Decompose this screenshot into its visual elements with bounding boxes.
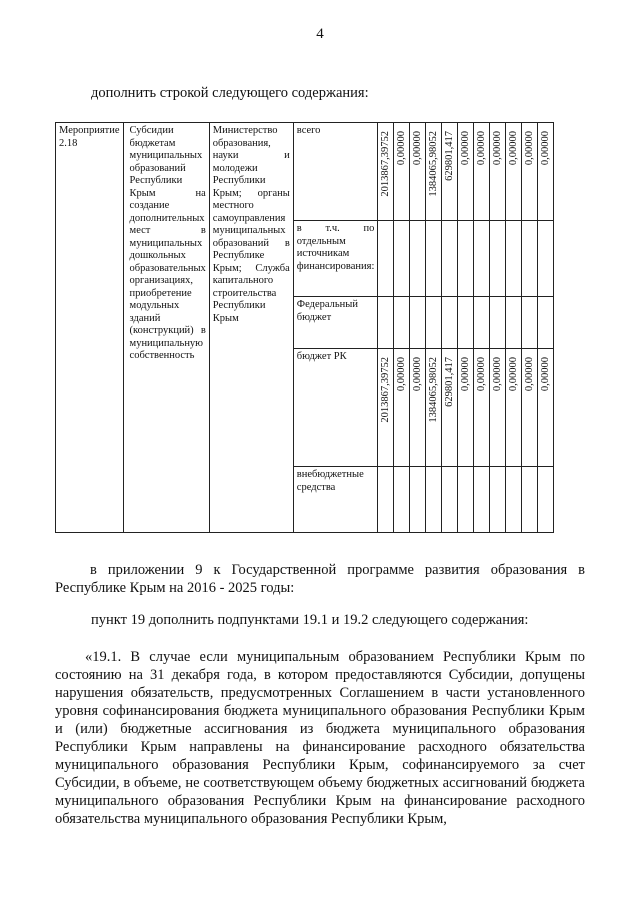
value-cell [474, 349, 490, 467]
value-cell [522, 467, 538, 533]
value-cell [522, 123, 538, 221]
source-cell [293, 123, 378, 221]
value-cell [410, 123, 426, 221]
value-cell [378, 349, 394, 467]
value-cell [474, 221, 490, 297]
value-text: 0,00000 [491, 357, 503, 392]
value-cell [458, 349, 474, 467]
event-description: Субсидии бюджетам муниципальных образований Республики Крым на создание дополнительных мест в муниципальных дошкольных образовательных организациях, приобретение модульных зданий (конструкций) в муниципальную собственность [129, 125, 206, 361]
value-text: 1384065,98052 [427, 131, 439, 197]
value-text: 0,00000 [507, 131, 519, 166]
value-text: 0,00000 [395, 357, 407, 392]
value-cell [458, 123, 474, 221]
value-cell [394, 467, 410, 533]
paragraph-item-19: пункт 19 дополнить подпунктами 19.1 и 19.2 следующего содержания: [91, 612, 529, 628]
value-cell [426, 221, 442, 297]
value-text: 0,00000 [459, 131, 471, 166]
value-cell [394, 123, 410, 221]
source-label: в т.ч. по отдельным источникам финансирования: [296, 223, 375, 272]
value-cell [538, 123, 554, 221]
source-label: всего [296, 125, 321, 136]
value-text: 0,00000 [411, 131, 423, 166]
value-cell [426, 297, 442, 349]
value-text: 0,00000 [475, 357, 487, 392]
value-cell [474, 297, 490, 349]
responsible-organizations: Министерство образования, науки и молодежи Республики Крым; органы местного самоуправления муниципальных образований в Республике Крым; Служба капитального строительства Республики Крым [212, 125, 290, 324]
value-cell [474, 467, 490, 533]
value-text: 0,00000 [507, 357, 519, 392]
value-text: 1384065,98052 [427, 357, 439, 423]
value-text: 0,00000 [491, 131, 503, 166]
value-text: 2013867,39752 [379, 131, 391, 197]
value-text: 0,00000 [459, 357, 471, 392]
organizations-cell [209, 123, 293, 533]
value-cell [490, 467, 506, 533]
value-cell [426, 123, 442, 221]
value-text: 2013867,39752 [379, 357, 391, 423]
value-cell [522, 297, 538, 349]
value-cell [426, 467, 442, 533]
page-number: 4 [316, 26, 324, 42]
value-cell [378, 297, 394, 349]
value-cell [394, 349, 410, 467]
value-cell [506, 123, 522, 221]
value-cell [490, 297, 506, 349]
value-text: 0,00000 [395, 131, 407, 166]
value-cell [490, 221, 506, 297]
value-cell [458, 297, 474, 349]
source-cell [293, 467, 378, 533]
value-cell [522, 349, 538, 467]
table-row [56, 123, 554, 221]
value-cell [442, 467, 458, 533]
value-cell [442, 349, 458, 467]
value-cell [490, 123, 506, 221]
value-cell [506, 467, 522, 533]
value-cell [458, 467, 474, 533]
value-cell [378, 123, 394, 221]
value-cell [426, 349, 442, 467]
value-cell [538, 221, 554, 297]
value-cell [506, 297, 522, 349]
value-cell [490, 349, 506, 467]
value-cell [474, 123, 490, 221]
source-cell [293, 349, 378, 467]
value-cell [378, 467, 394, 533]
paragraph-item-19-1: «19.1. В случае если муниципальным образованием Республики Крым по состоянию на 31 декабря года, в котором предоставляются Субсидии, допущены нарушения обязательств, предусмотренных Соглашением в части установленного уровня софинансирования бюджета муниципального образования Республики Крым и (или) бюджетные ассигнования из бюджета муниципального образования Республики Крым направлены на финансирование расходного обязательства муниципального образования Республики Крым, софинансируемого за счет Субсидии, в объеме, не соответствующем объему бюджетных ассигнований бюджета муниципального образования Республики Крым на финансирование расходного обязательства муниципального образования Республики Крым, [55, 649, 585, 827]
value-cell [410, 221, 426, 297]
value-cell [538, 297, 554, 349]
value-cell [506, 221, 522, 297]
paragraph-appendix-9: в приложении 9 к Государственной программе развития образования в Республике Крым на 2016 - 2025 годы: [55, 562, 585, 596]
value-cell [442, 297, 458, 349]
value-cell [410, 467, 426, 533]
value-cell [458, 221, 474, 297]
value-text: 0,00000 [523, 131, 535, 166]
value-text: 629801,417 [443, 357, 455, 407]
intro-text: дополнить строкой следующего содержания: [91, 85, 369, 101]
value-cell [522, 221, 538, 297]
event-label: Мероприятие 2.18 [59, 125, 120, 149]
value-cell [538, 467, 554, 533]
value-cell [442, 123, 458, 221]
value-text: 629801,417 [443, 131, 455, 181]
value-cell [506, 349, 522, 467]
value-cell [410, 297, 426, 349]
value-cell [538, 349, 554, 467]
value-text: 0,00000 [523, 357, 535, 392]
source-label: внебюджетные средства [296, 469, 364, 493]
value-text: 0,00000 [539, 357, 551, 392]
value-cell [394, 297, 410, 349]
source-cell [293, 221, 378, 297]
description-cell [123, 123, 209, 533]
source-cell [293, 297, 378, 349]
value-cell [410, 349, 426, 467]
value-text: 0,00000 [411, 357, 423, 392]
value-text: 0,00000 [539, 131, 551, 166]
source-label: бюджет РК [296, 351, 347, 362]
program-table [55, 122, 554, 533]
source-label: Федеральный бюджет [296, 299, 358, 323]
event-cell [56, 123, 124, 533]
value-text: 0,00000 [475, 131, 487, 166]
value-cell [378, 221, 394, 297]
value-cell [442, 221, 458, 297]
value-cell [394, 221, 410, 297]
